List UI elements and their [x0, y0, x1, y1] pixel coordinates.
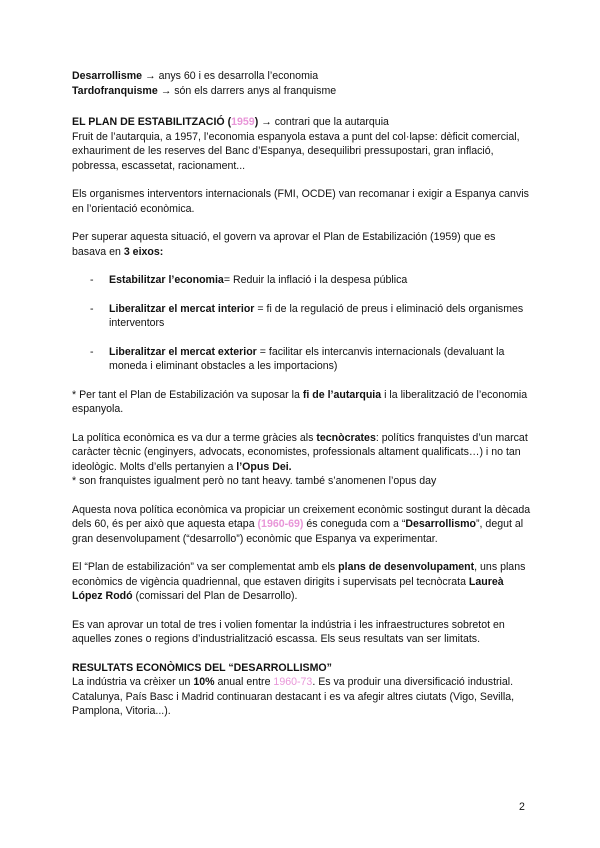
document-body [72, 69, 532, 719]
results-heading: RESULTATS ECONÒMICS DEL “DESARROLLISMO” [72, 661, 332, 674]
plan-heading: EL PLAN DE ESTABILITZACIÓ (1959) → contrari que la autarquia [72, 116, 389, 128]
intro-line-1: Desarrollisme → anys 60 i es desarrolla l’economia [72, 70, 319, 82]
plan-paragraph-3: Per superar aquesta situació, el govern va aprovar el Plan de Estabilización (1959) que es basava en 3 eixos: [72, 231, 496, 258]
list-item: - Liberalitzar el mercat exterior = facilitar els intercanvis internacionals (devaluant la moneda i eliminant obstacles a les importacions) [90, 345, 505, 372]
list-item: - Liberalitzar el mercat interior = fi de la regulació de preus i eliminació dels organismes interventors [90, 302, 524, 329]
development-plans-paragraph: El “Plan de estabilización” va ser complementat amb els plans de desenvolupament, uns plans econòmics de vigència quadriennal, que estaven dirigits i supervisats pel tecnòcrata Laureà López Rodó (comissari del Plan de Desarrollo). [72, 561, 526, 602]
results-line-1: La indústria va crèixer un 10% anual entre 1960-73. Es va produir una diversificació industrial. [72, 676, 514, 688]
technocrats-paragraph: La política econòmica es va dur a terme gràcies als tecnòcrates: polítics franquistes d’un marcat caràcter tècnic (enginyers, advocats, economistes, professionals altament qualificats…) i no tan ideològic. Molts d’ells pertanyien a l’Opus Dei. [72, 431, 528, 473]
plan-note: * Per tant el Plan de Estabilización va suposar la fi de l’autarquia i la liberalització de l’economia espanyola. [72, 388, 528, 415]
list-item: - Estabilitzar l’economia= Reduir la inflació i la despesa pública [90, 274, 408, 286]
page-number: 2 [519, 801, 525, 813]
desarrollismo-paragraph: Aquesta nova política econòmica va propiciar un creixement econòmic sostingut durant la dècada dels 60, és per això que aquesta etapa (1960-69) és coneguda com a “Desarrollismo”, degut al gran desenvolupament (“desarrollo”) econòmic que Espanya va experimentar. [72, 503, 531, 545]
intro-line-2: Tardofranquisme → són els darrers anys al franquisme [72, 84, 337, 97]
plan-paragraph-2: Els organismes interventors internacionals (FMI, OCDE) van recomanar i exigir a Espanya canvis en l’orientació econòmica. [72, 188, 529, 215]
three-plans-paragraph: Es van aprovar un total de tres i volien fomentar la indústria i les infraestructures sobretot en aquelles zones o regions d’industrialització escassa. Els seus resultats van ser limitats. [72, 618, 505, 645]
results-line-2: Catalunya, País Basc i Madrid continuaran destacant i es va afegir altres ciutats (Vigo, Sevilla, Pamplona, Vitoria...). [72, 690, 515, 717]
technocrats-note: * son franquistes igualment però no tant heavy. també s’anomenen l’opus day [72, 475, 437, 487]
plan-paragraph-1: Fruit de l’autarquia, a 1957, l’economia espanyola estava a punt del col·lapse: dèficit comercial, exhauriment de les reserves del Banc d’Espanya, desequilibri pressupostari, gran inflació, pobressa, escassetat, racionament... [72, 130, 520, 172]
